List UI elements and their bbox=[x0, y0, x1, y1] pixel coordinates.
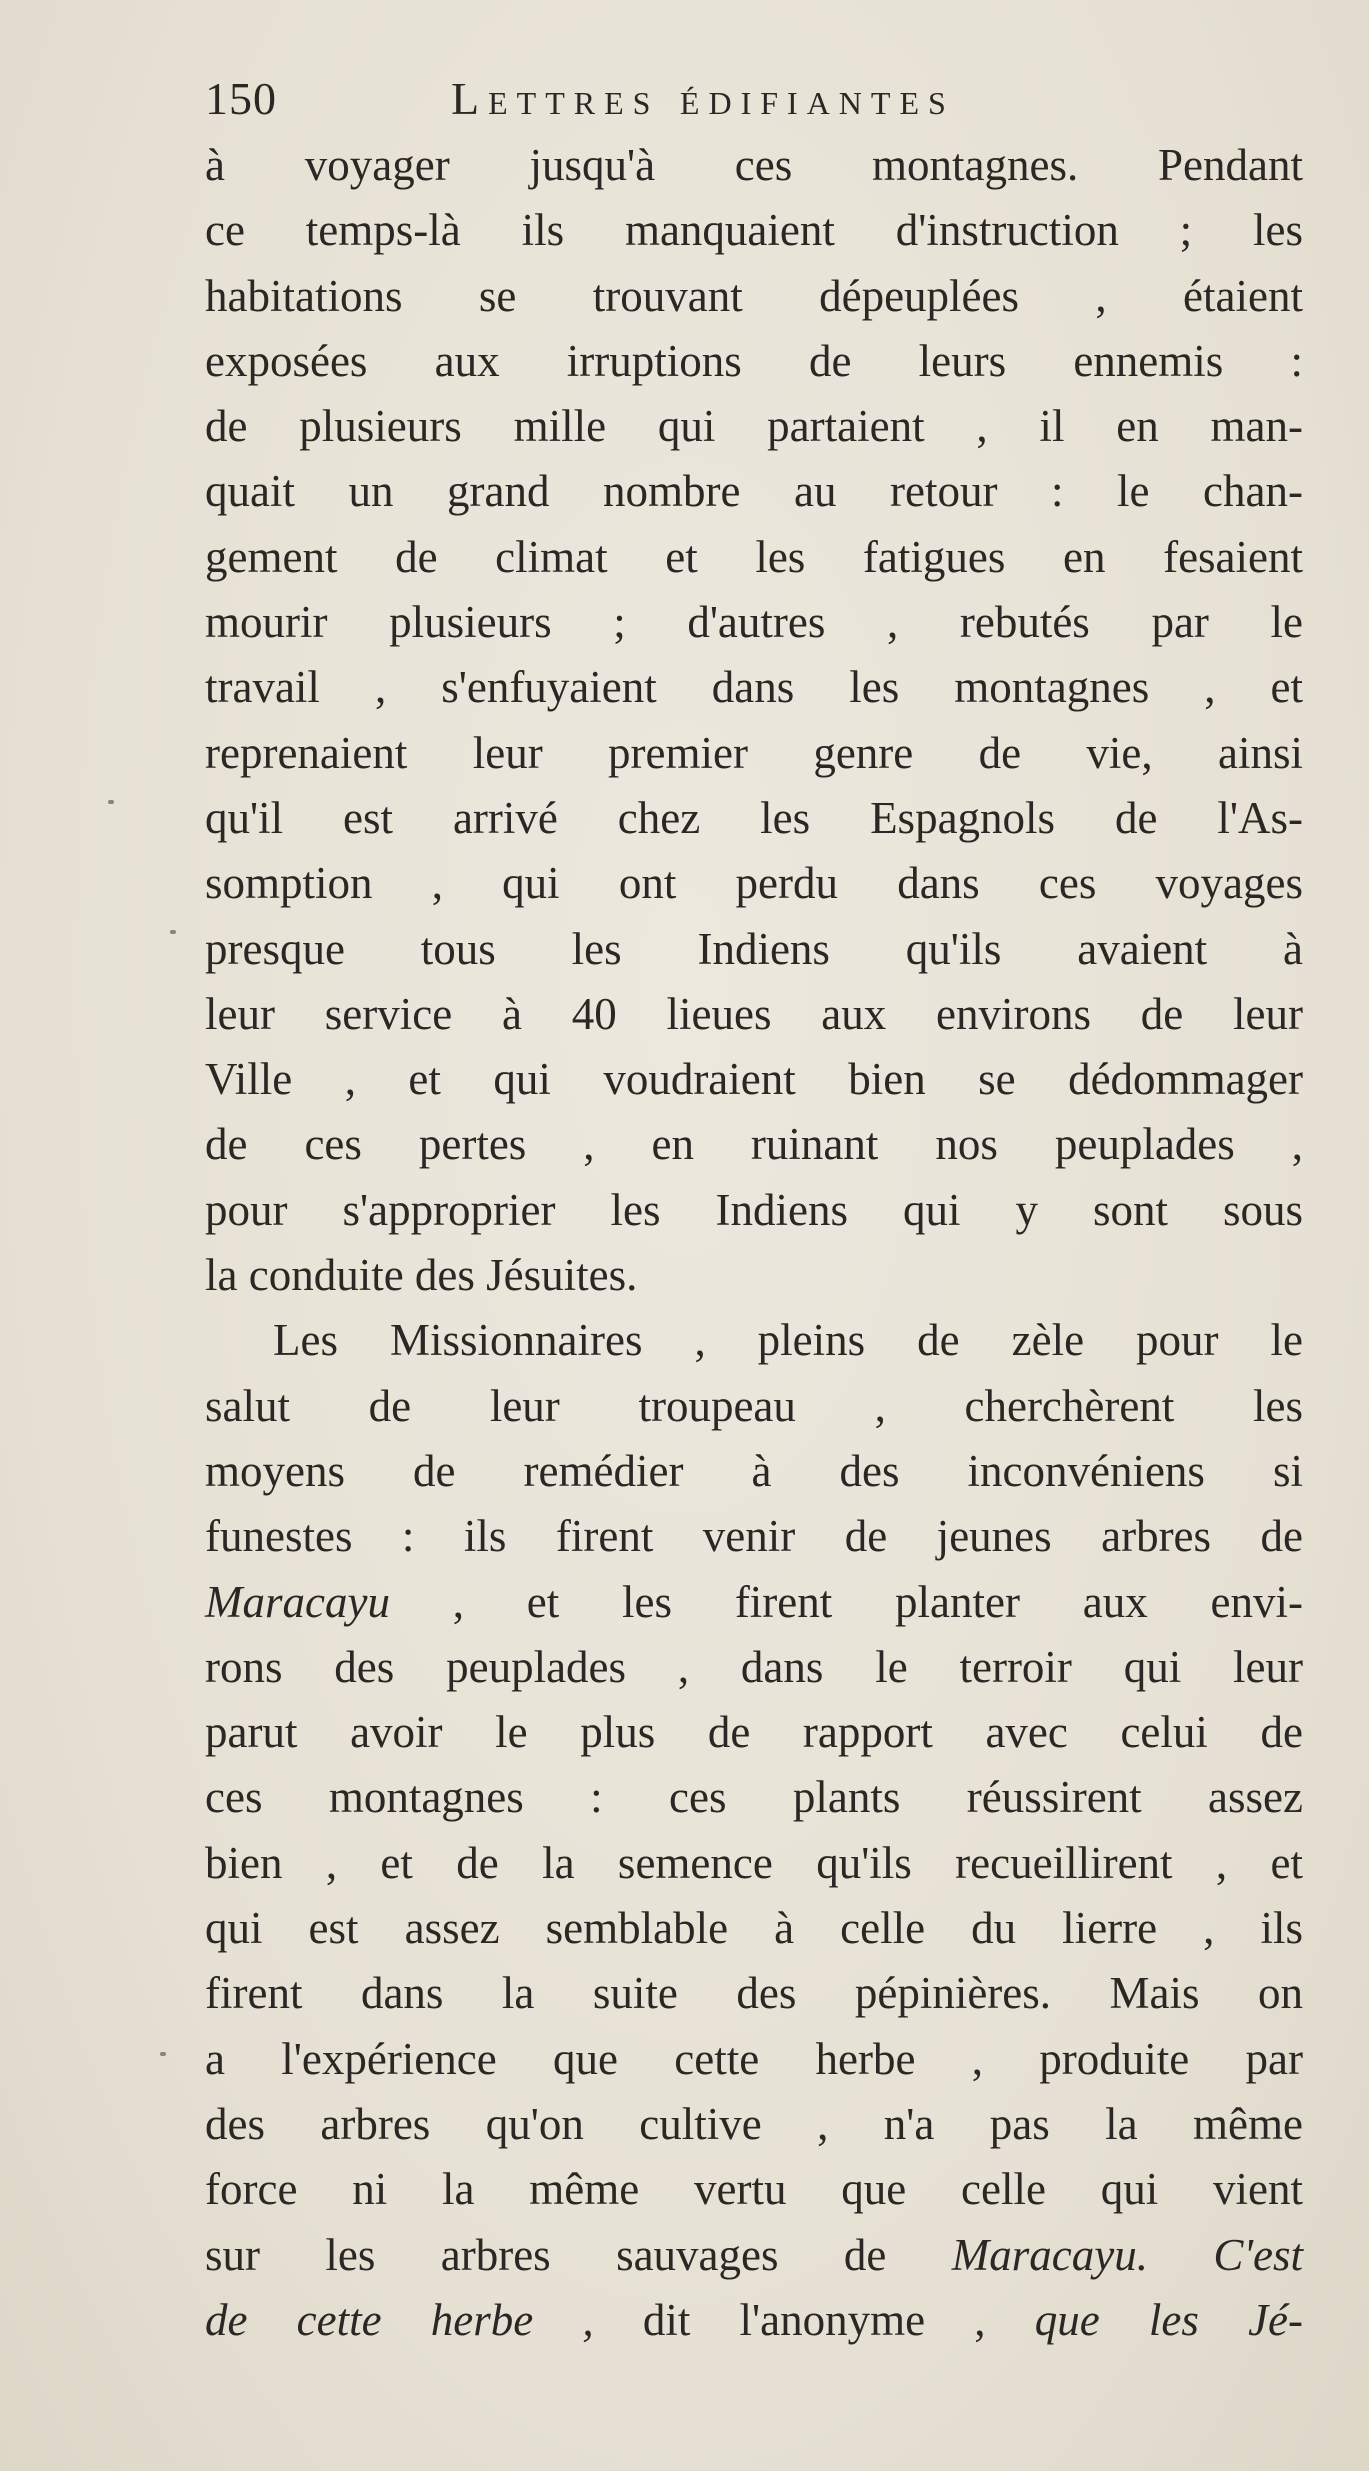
text-line: gement de climat et les fatigues en fesaient bbox=[205, 531, 1303, 582]
text-line-mixed bbox=[205, 2288, 1303, 2353]
text-line: quait un grand nombre au retour : le chan- bbox=[205, 466, 1303, 517]
text-line: la conduite des Jésuites. bbox=[205, 1250, 638, 1301]
text-line: rons des peuplades , dans le terroir qui leur bbox=[205, 1641, 1303, 1692]
text-line: Les Missionnaires , pleins de zèle pour le bbox=[273, 1315, 1303, 1366]
text-line: habitations se trouvant dépeuplées , étaient bbox=[205, 270, 1303, 321]
text-line: a l'expérience que cette herbe , produite par bbox=[205, 2033, 1303, 2084]
text-line: Ville , et qui voudraient bien se dédommager bbox=[205, 1054, 1303, 1105]
text-line: à voyager jusqu'à ces montagnes. Pendant bbox=[205, 140, 1303, 190]
body-text bbox=[205, 133, 1303, 2353]
text-line: des arbres qu'on cultive , n'a pas la même bbox=[205, 2098, 1303, 2149]
text-fragment: sur les arbres sauvages de bbox=[205, 2229, 887, 2280]
text-line: qu'il est arrivé chez les Espagnols de l'As- bbox=[205, 792, 1303, 843]
text-line: leur service à 40 lieues aux environs de leur bbox=[205, 988, 1303, 1039]
text-line-mixed bbox=[205, 2223, 1303, 2288]
text-line: ce temps-là ils manquaient d'instruction ; les bbox=[205, 205, 1303, 256]
text-line: qui est assez semblable à celle du lierre , ils bbox=[205, 1903, 1303, 1954]
page-number: 150 bbox=[205, 73, 277, 124]
text-line: firent dans la suite des pépinières. Mais on bbox=[205, 1968, 1303, 2019]
text-line: exposées aux irruptions de leurs ennemis : bbox=[205, 335, 1303, 386]
text-line: de ces pertes , en ruinant nos peuplades , bbox=[205, 1119, 1303, 1170]
text-line: parut avoir le plus de rapport avec celui de bbox=[205, 1707, 1303, 1758]
text-line: pour s'approprier les Indiens qui y sont sous bbox=[205, 1184, 1303, 1235]
text-line: salut de leur troupeau , cherchèrent les bbox=[205, 1380, 1303, 1431]
text-line: travail , s'enfuyaient dans les montagnes , et bbox=[205, 662, 1303, 713]
text-line: ces montagnes : ces plants réussirent assez bbox=[205, 1772, 1303, 1823]
text-line: funestes : ils firent venir de jeunes arbres de bbox=[205, 1511, 1303, 1562]
text-line: reprenaient leur premier genre de vie, ainsi bbox=[205, 727, 1303, 778]
text-line: mourir plusieurs ; d'autres , rebutés par le bbox=[205, 597, 1303, 648]
text-line: moyens de remédier à des inconvéniens si bbox=[205, 1445, 1303, 1496]
text-line: bien , et de la semence qu'ils recueillirent , et bbox=[205, 1837, 1303, 1888]
text-line: force ni la même vertu que celle qui vient bbox=[205, 2164, 1303, 2215]
text-fragment: , et les firent planter aux envi- bbox=[452, 1576, 1303, 1627]
text-line: presque tous les Indiens qu'ils avaient à bbox=[205, 923, 1303, 974]
running-head: Lettres édifiantes bbox=[451, 73, 955, 124]
text-fragment: dit l'anonyme , bbox=[593, 2294, 1035, 2345]
margin-speck bbox=[108, 800, 114, 804]
italic-quote: C'est bbox=[1213, 2229, 1303, 2280]
italic-place-name: Maracayu. bbox=[951, 2229, 1148, 2280]
text-line: de plusieurs mille qui partaient , il en man- bbox=[205, 401, 1303, 452]
text-line: somption , qui ont perdu dans ces voyages bbox=[205, 858, 1303, 909]
page-header bbox=[205, 72, 1305, 142]
margin-speck bbox=[160, 2052, 166, 2056]
text-line-mixed bbox=[205, 1570, 1303, 1635]
margin-speck bbox=[170, 930, 176, 934]
italic-place-name: Maracayu bbox=[205, 1576, 390, 1627]
italic-quote: de cette herbe , bbox=[205, 2294, 594, 2345]
italic-quote: que les Jé- bbox=[1034, 2294, 1303, 2345]
